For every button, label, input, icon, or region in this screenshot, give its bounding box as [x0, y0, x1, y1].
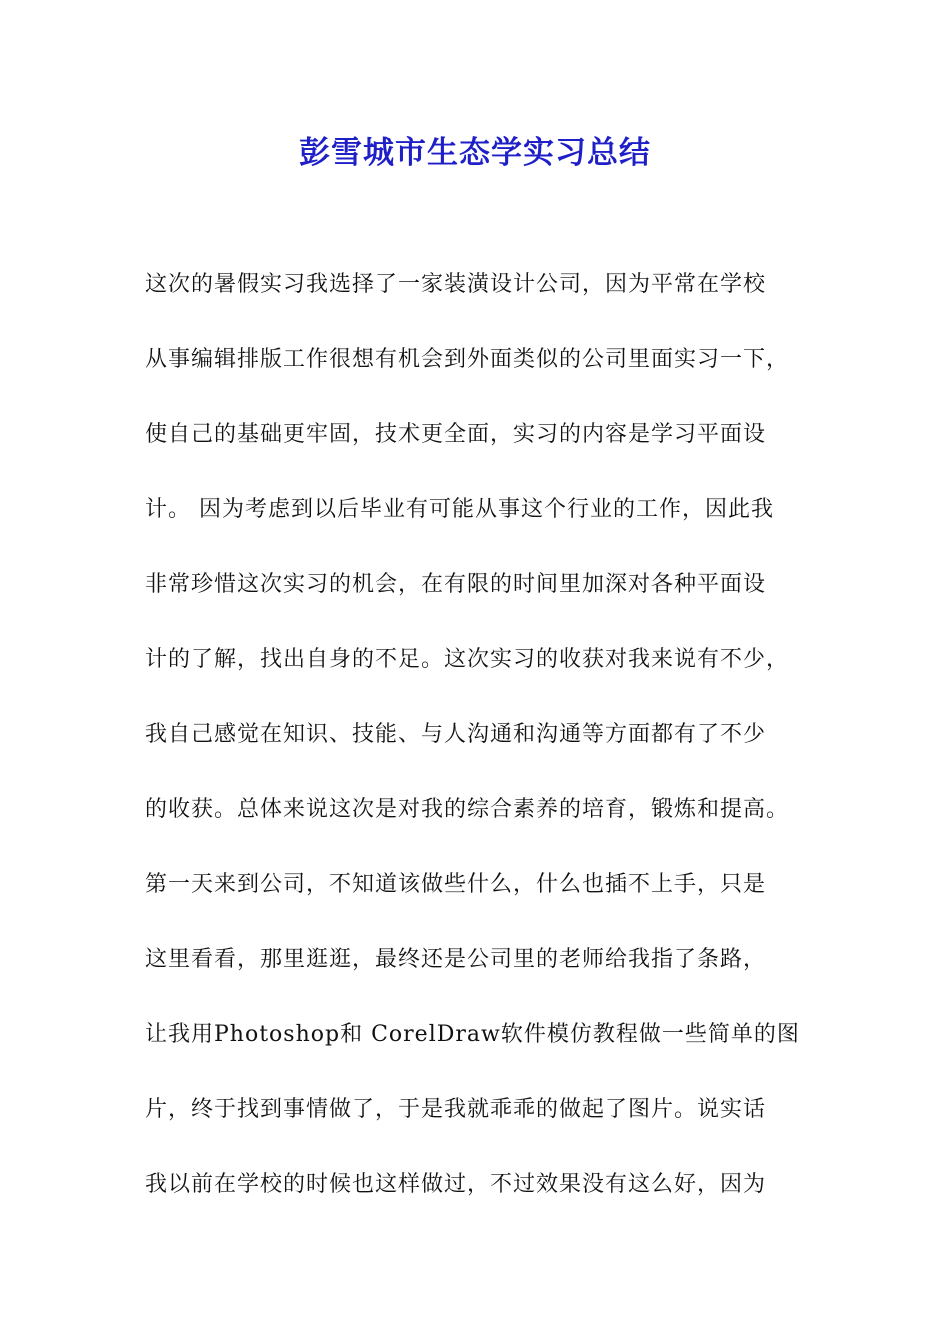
body-line-5: 非常珍惜这次实习的机会，在有限的时间里加深对各种平面设: [145, 572, 767, 597]
document-title: 彭雪城市生态学实习总结: [299, 135, 651, 171]
body-line-12: 片，终于找到事情做了，于是我就乖乖的做起了图片。说实话: [145, 1097, 767, 1122]
body-line-13: 我以前在学校的时候也这样做过，不过效果没有这么好，因为: [145, 1172, 767, 1197]
body-line-2: 从事编辑排版工作很想有机会到外面类似的公司里面实习一下，: [145, 347, 790, 372]
body-line-8: 的收获。总体来说这次是对我的综合素养的培育，锻炼和提高。: [145, 797, 790, 822]
body-line-1: 这次的暑假实习我选择了一家装潢设计公司，因为平常在学校: [145, 272, 767, 297]
body-line-4: 计。 因为考虑到以后毕业有可能从事这个行业的工作，因此我: [145, 497, 774, 522]
body-line-3: 使自己的基础更牢固，技术更全面，实习的内容是学习平面设: [145, 422, 767, 447]
body-line-6: 计的了解，找出自身的不足。这次实习的收获对我来说有不少，: [145, 647, 790, 672]
body-line-9: 第一天来到公司，不知道该做些什么，什么也插不上手，只是: [145, 872, 767, 897]
body-line-11: 让我用Photoshop和 CorelDraw软件模仿教程做一些简单的图: [145, 1022, 800, 1047]
body-line-10: 这里看看，那里逛逛，最终还是公司里的老师给我指了条路，: [145, 947, 767, 972]
document-body: [145, 260, 835, 1235]
body-line-7: 我自己感觉在知识、技能、与人沟通和沟通等方面都有了不少: [145, 722, 767, 747]
